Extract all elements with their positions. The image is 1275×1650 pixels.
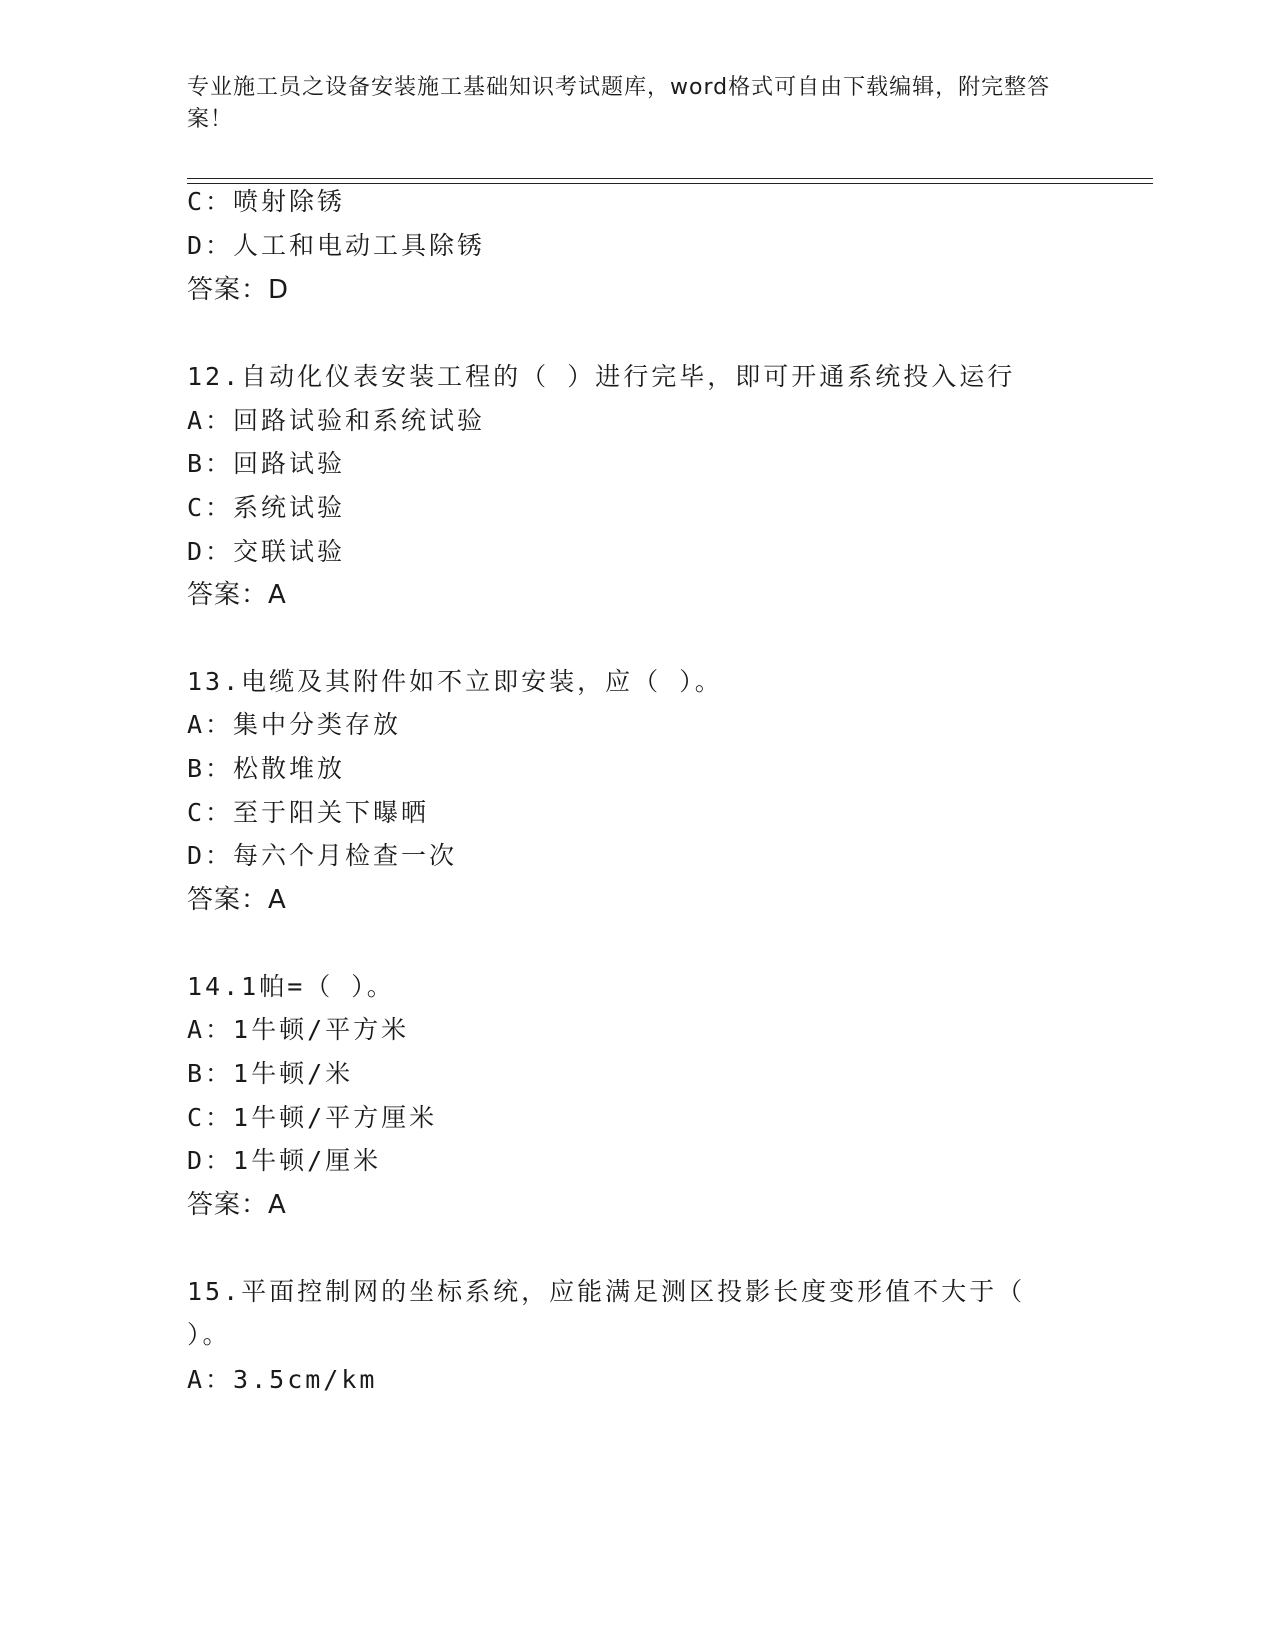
question-12-option-c: C：系统试验	[187, 493, 346, 522]
question-14-option-a: A：1牛顿/平方米	[187, 1015, 410, 1044]
question-12-answer: 答案：A	[187, 580, 287, 610]
question-11-option-c: C：喷射除锈	[187, 187, 346, 216]
question-13-option-c: C：至于阳关下曝晒	[187, 798, 430, 827]
question-14-answer: 答案：A	[187, 1190, 287, 1220]
document-header: 专业施工员之设备安装施工基础知识考试题库，word格式可自由下载编辑，附完整答案！	[187, 75, 1051, 132]
question-13-stem: 13.电缆及其附件如不立即安装，应（ ）。	[187, 667, 723, 696]
question-13-option-b: B：松散堆放	[187, 754, 346, 783]
header-divider-top	[187, 178, 1153, 179]
question-13-answer: 答案：A	[187, 885, 287, 915]
question-13-option-a: A：集中分类存放	[187, 710, 402, 739]
question-15-stem-line-1: 15.平面控制网的坐标系统，应能满足测区投影长度变形值不大于（	[187, 1277, 1026, 1306]
question-14-option-c: C：1牛顿/平方厘米	[187, 1103, 438, 1132]
header-divider-bottom	[187, 183, 1153, 184]
question-12-option-b: B：回路试验	[187, 449, 346, 478]
question-14-option-d: D：1牛顿/厘米	[187, 1146, 382, 1175]
question-12-option-a: A：回路试验和系统试验	[187, 406, 486, 435]
question-14-option-b: B：1牛顿/米	[187, 1059, 354, 1088]
question-12-stem: 12.自动化仪表安装工程的（ ）进行完毕，即可开通系统投入运行	[187, 362, 1016, 391]
question-14-stem: 14.1帕=（ ）。	[187, 972, 395, 1001]
question-13-option-d: D：每六个月检查一次	[187, 841, 458, 870]
question-12-option-d: D：交联试验	[187, 537, 346, 566]
question-15-option-a: A：3.5cm/km	[187, 1365, 378, 1394]
question-11-option-d: D：人工和电动工具除锈	[187, 231, 486, 260]
question-15-stem-line-2: ）。	[187, 1320, 231, 1349]
question-11-answer: 答案：D	[187, 275, 290, 305]
